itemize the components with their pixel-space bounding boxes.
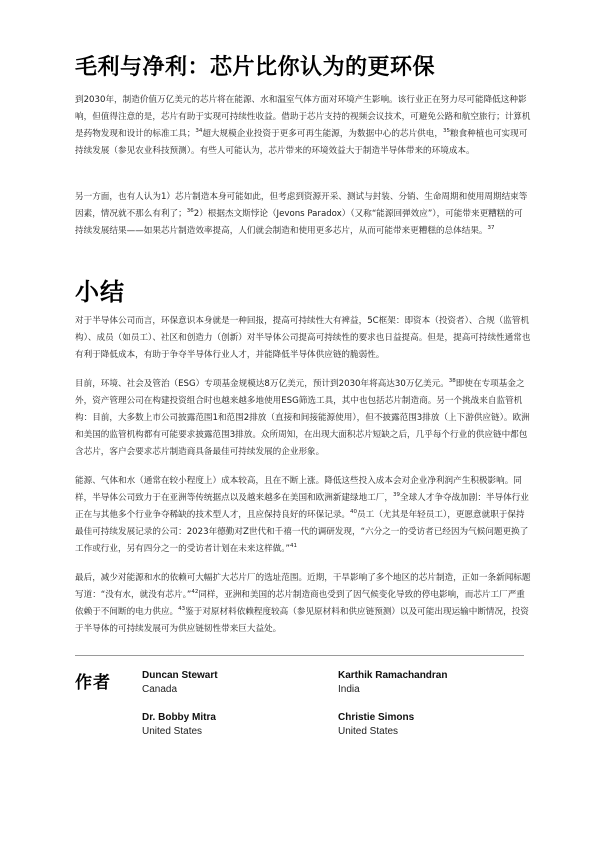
footnote-ref: 39 [392, 492, 400, 499]
author-country: United States [142, 726, 203, 737]
paragraph-text: 粮食种植也可实现可持续发展（参见农业科技预测）。有些人可能认为，芯片带来的环境效益大于制造半导体带来的环境成本。 [75, 129, 528, 156]
section-heading: 小结 [75, 278, 125, 306]
paragraph [75, 570, 531, 638]
paragraph-text: 同样，亚洲和美国的芯片制造商也受到了因气候变化导致的停电影响，而芯片工厂严重依赖于不间断的电力供应。 [75, 590, 525, 617]
paragraph-text: 鉴于对原材料依赖程度较高（参见原材料和供应链预测）以及可能出现运输中断情况，投资于半导体的可持续发展可为供应链韧性带来巨大益处。 [75, 607, 529, 634]
footnote-ref: 43 [178, 606, 186, 613]
author-name: Dr. Bobby Mitra [142, 712, 216, 723]
author-card [338, 711, 414, 739]
author-name: Karthik Ramachandran [338, 670, 448, 681]
paragraph [75, 189, 531, 240]
paragraph [75, 92, 531, 160]
paragraph [75, 376, 531, 461]
author-country: India [338, 684, 360, 695]
paragraph-text: 到2030年，制造价值万亿美元的芯片将在能源、水和温室气体方面对环境产生影响。该行业正在努力尽可能降低这种影响，但值得注意的是，芯片有助于实现可持续性收益。借助于芯片支持的视频会议技术，可避免公路和航空旅行；计算机是药物发现和设计的标准工具； [75, 95, 531, 139]
paragraph-text: 能源、气体和水（通常在较小程度上）成本较高，且在不断上涨。降低这些投入成本会对企业净利润产生积极影响。同样，半导体公司致力于在亚洲等传统据点以及越来越多在美国和欧洲新建绿地工厂， [75, 476, 522, 503]
paragraph-text: 员工（尤其是年轻员工），更愿意就职于保持最佳可持续发展记录的公司：2023年德勤对Z世代和千禧一代的调研发现，“六分之一的受访者已经因为气候问题更换了工作或行业，另有四分之一的受访者计划在未来这样做。” [75, 510, 529, 554]
author-country: Canada [142, 684, 178, 695]
footnote-ref: 34 [195, 128, 203, 135]
divider [75, 655, 524, 656]
author-name: Duncan Stewart [142, 670, 218, 681]
author-country: United States [338, 726, 399, 737]
paragraph-text: 目前，环境、社会及管治（ESG）专项基金规模达8万亿美元，预计到2030年将高达30万亿美元。 [75, 379, 449, 389]
paragraph-text: 即使在专项基金之外，资产管理公司在构建投资组合时也越来越多地使用ESG筛选工具，其中也包括芯片制造商。另一个挑战来自监管机构：目前，大多数上市公司披露范围1和范围2排放（直接和间接能源使用），但不披露范围3排放（上下游供应链）。欧洲和美国的监管机构都有可能要求披露范围3排放。众所周知，在出现大面积芯片短缺之后，几乎每个行业的供应链中都包含芯片，客户会要求芯片制造商具备最佳可持续发展的企业形象。 [75, 379, 530, 457]
paragraph-text: 最后，减少对能源和水的依赖可大幅扩大芯片厂的选址范围。近期，干旱影响了多个地区的芯片制造，正如一条新闻标题写道：“没有水，就没有芯片。” [75, 573, 531, 600]
paragraph [75, 313, 531, 364]
paragraph-text: 2）根据杰文斯悖论（Jevons Paradox）（又称“能源回弹效应”），可能带来更糟糕的可持续发展结果——如果芯片制造效率提高，人们就会制造和使用更多芯片，从而可能带来更糟糕的总体结果。 [75, 209, 523, 236]
author-card [338, 669, 447, 697]
footnote-ref: 37 [487, 225, 495, 232]
footnote-ref: 40 [350, 509, 358, 516]
footnote-ref: 38 [448, 378, 456, 385]
paragraph-text: 对于半导体公司而言，环保意识本身就是一种回报，提高可持续性大有裨益，5C框架：即资本（投资者）、合规（监管机构）、成员（如员工）、社区和创造力（创新）对半导体公司提高可持续性的要求也日益提高。但是，提高可持续性通常也有利于降低成本，有助于争夺半导体行业人才，并能降低半导体供应链的脆弱性。 [75, 316, 531, 360]
author-card [142, 669, 218, 697]
paragraph-text: 超大规模企业投资于更多可再生能源，为数据中心的芯片供电， [202, 129, 443, 139]
author-card [142, 711, 216, 739]
paragraph [75, 473, 531, 558]
author-name: Christie Simons [338, 712, 415, 723]
page-title: 毛利与净利：芯片比你认为的更环保 [75, 55, 436, 80]
authors-heading: 作者 [75, 673, 111, 693]
footnote-ref: 36 [186, 208, 194, 215]
footnote-ref: 41 [290, 543, 297, 550]
footnote-ref: 42 [191, 589, 199, 596]
footnote-ref: 35 [442, 128, 450, 135]
paragraph-text: 另一方面，也有人认为1）芯片制造本身可能如此，但考虑到资源开采、测试与封装、分销、生命周期和使用周期结束等因素，情况就不那么有利了； [75, 192, 528, 219]
paragraph-text: 全球人才争夺战加剧：半导体行业正在与其他多个行业争夺稀缺的技术型人才，且应保持良好的环保记录。 [75, 493, 529, 520]
